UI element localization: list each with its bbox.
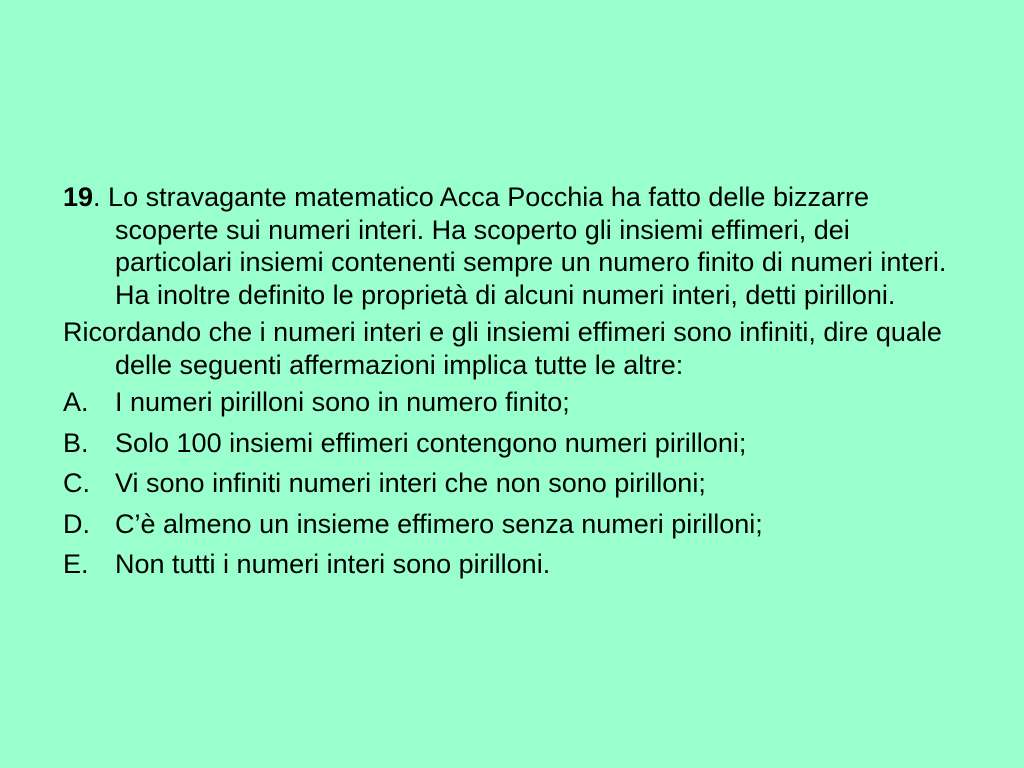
option-d: [63, 508, 963, 541]
question-number: 19: [63, 182, 94, 212]
option-text: Vi sono infiniti numeri interi che non sono pirilloni;: [115, 468, 706, 498]
slide-content: [63, 181, 963, 589]
option-letter: E.: [63, 549, 89, 579]
question-text: . Lo stravagante matematico Acca Pocchia ha fatto delle bizzarre scoperte sui numeri interi. Ha scoperto gli insiemi effimeri, dei particolari insiemi contenenti sempre un numero finito di numeri interi. Ha inoltre definito le proprietà di alcuni numeri interi, detti pirilloni.: [93, 182, 947, 310]
option-e: [63, 548, 963, 581]
question-prompt: Ricordando che i numeri interi e gli insiemi effimeri sono infiniti, dire quale delle seguenti affermazioni implica tutte le altre:: [63, 317, 942, 380]
option-letter: B.: [63, 427, 89, 458]
options-list: [63, 386, 963, 581]
option-c: [63, 467, 963, 500]
option-letter: A.: [63, 387, 89, 417]
option-letter: C.: [63, 468, 90, 498]
question-paragraph: [63, 181, 963, 311]
option-a: [63, 386, 963, 419]
option-text: Solo 100 insiemi effimeri contengono numeri pirilloni;: [115, 427, 747, 458]
option-b: [63, 427, 963, 460]
option-letter: D.: [63, 508, 90, 539]
option-text: C’è almeno un insieme effimero senza numeri pirilloni;: [115, 508, 763, 539]
option-text: I numeri pirilloni sono in numero finito;: [115, 387, 570, 417]
option-text: Non tutti i numeri interi sono pirilloni.: [115, 549, 551, 579]
